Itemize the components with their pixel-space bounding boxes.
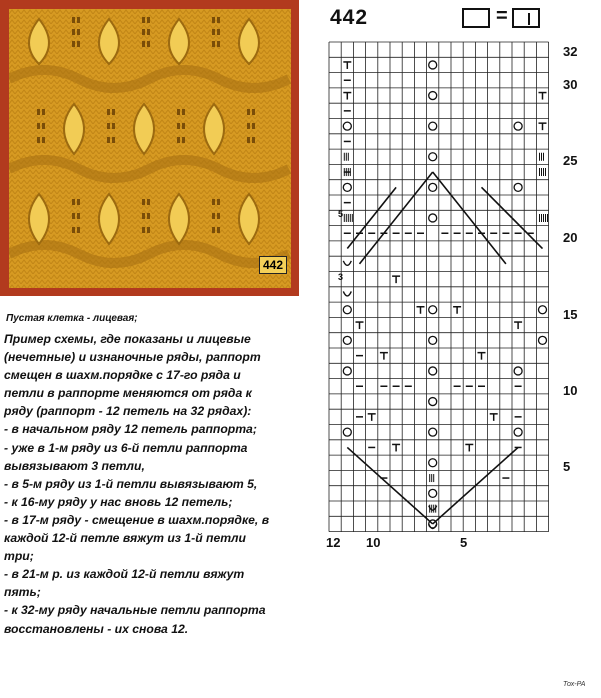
yarn-over-circle bbox=[429, 153, 437, 161]
description-line: - в начальном ряду 12 петель раппорта; bbox=[4, 422, 257, 437]
increase-curl bbox=[429, 524, 437, 529]
yarn-over-circle bbox=[429, 61, 437, 69]
description-line: - в 5-м ряду из 1-й петли вывязывают 5, bbox=[4, 476, 258, 491]
description-line: Пример схемы, где показаны и лицевые bbox=[4, 332, 251, 346]
yarn-over-circle bbox=[429, 122, 437, 130]
increase-curl bbox=[343, 261, 351, 266]
yarn-over-circle bbox=[539, 336, 547, 344]
yarn-over-circle bbox=[514, 428, 522, 436]
legend-equals-sign: = bbox=[496, 5, 508, 27]
description-line: вывязывают 3 петли, bbox=[4, 458, 145, 473]
description-line: - к 16-му ряду у нас вновь 12 петель; bbox=[4, 494, 233, 509]
increase-count-label: 5 bbox=[338, 209, 344, 219]
decrease-diagonal-line bbox=[433, 172, 506, 264]
description-line: - уже в 1-м ряду из 6-й петли раппорта bbox=[4, 440, 248, 455]
row-label: 20 bbox=[563, 230, 578, 245]
description-line: петли в раппорте меняются от ряда к bbox=[4, 386, 252, 401]
row-label: 15 bbox=[563, 307, 578, 322]
description-line: - в 17-м ряду - смещение в шахм.порядке, в bbox=[4, 512, 270, 527]
decrease-diagonal-line bbox=[360, 172, 433, 264]
description-line: - к 32-му ряду начальные петли раппорта bbox=[4, 603, 266, 618]
yarn-over-circle bbox=[343, 336, 351, 344]
description-line: смещен в шахм.порядке с 17-го ряда и bbox=[4, 368, 241, 383]
legend-caption: Пустая клетка - лицевая; bbox=[6, 313, 138, 324]
chart-symbols bbox=[343, 61, 547, 529]
yarn-over-circle bbox=[429, 459, 437, 467]
yarn-over-circle bbox=[429, 428, 437, 436]
yarn-over-circle bbox=[343, 367, 351, 375]
yarn-over-circle bbox=[429, 336, 437, 344]
yarn-over-circle bbox=[343, 183, 351, 191]
decrease-diagonal-line bbox=[347, 187, 396, 248]
description-line: (нечетные) и изнаночные ряды, раппорт bbox=[4, 350, 261, 365]
yarn-over-circle bbox=[429, 489, 437, 497]
yarn-over-circle bbox=[514, 122, 522, 130]
yarn-over-circle bbox=[514, 183, 522, 191]
column-label: 5 bbox=[460, 535, 468, 550]
row-label: 5 bbox=[563, 459, 571, 474]
chart-grid bbox=[329, 42, 549, 532]
description-line: - в 21-м р. из каждой 12-й петли вяжут bbox=[4, 567, 245, 582]
yarn-over-circle bbox=[343, 428, 351, 436]
yarn-over-circle bbox=[539, 306, 547, 314]
row-label: 25 bbox=[563, 153, 578, 168]
yarn-over-circle bbox=[343, 122, 351, 130]
yarn-over-circle bbox=[343, 306, 351, 314]
yarn-over-circle bbox=[429, 183, 437, 191]
yarn-over-circle bbox=[429, 398, 437, 406]
yarn-over-circle bbox=[429, 92, 437, 100]
yarn-over-circle bbox=[429, 367, 437, 375]
row-label: 10 bbox=[563, 383, 578, 398]
increase-curl bbox=[343, 291, 351, 296]
swatch-number-label: 442 bbox=[259, 256, 287, 274]
description-line: восстановлены - их снова 12. bbox=[4, 621, 189, 636]
row-label: 32 bbox=[563, 44, 578, 59]
increase-count-label: 3 bbox=[338, 272, 344, 282]
description-line: три; bbox=[4, 549, 34, 564]
chart-pattern-number: 442 bbox=[330, 6, 369, 29]
row-label: 30 bbox=[563, 77, 578, 92]
yarn-over-circle bbox=[429, 306, 437, 314]
column-label: 12 bbox=[326, 535, 341, 550]
column-label: 10 bbox=[366, 535, 381, 550]
yarn-over-circle bbox=[429, 214, 437, 222]
description-line: пять; bbox=[4, 585, 41, 600]
description-line: каждой 12-й петле вяжут из 1-й петли bbox=[4, 531, 246, 546]
description-line: ряду (раппорт - 12 петель на 32 рядах): bbox=[4, 404, 252, 419]
yarn-over-circle bbox=[514, 367, 522, 375]
author-credit: Тох-РА bbox=[563, 681, 586, 688]
